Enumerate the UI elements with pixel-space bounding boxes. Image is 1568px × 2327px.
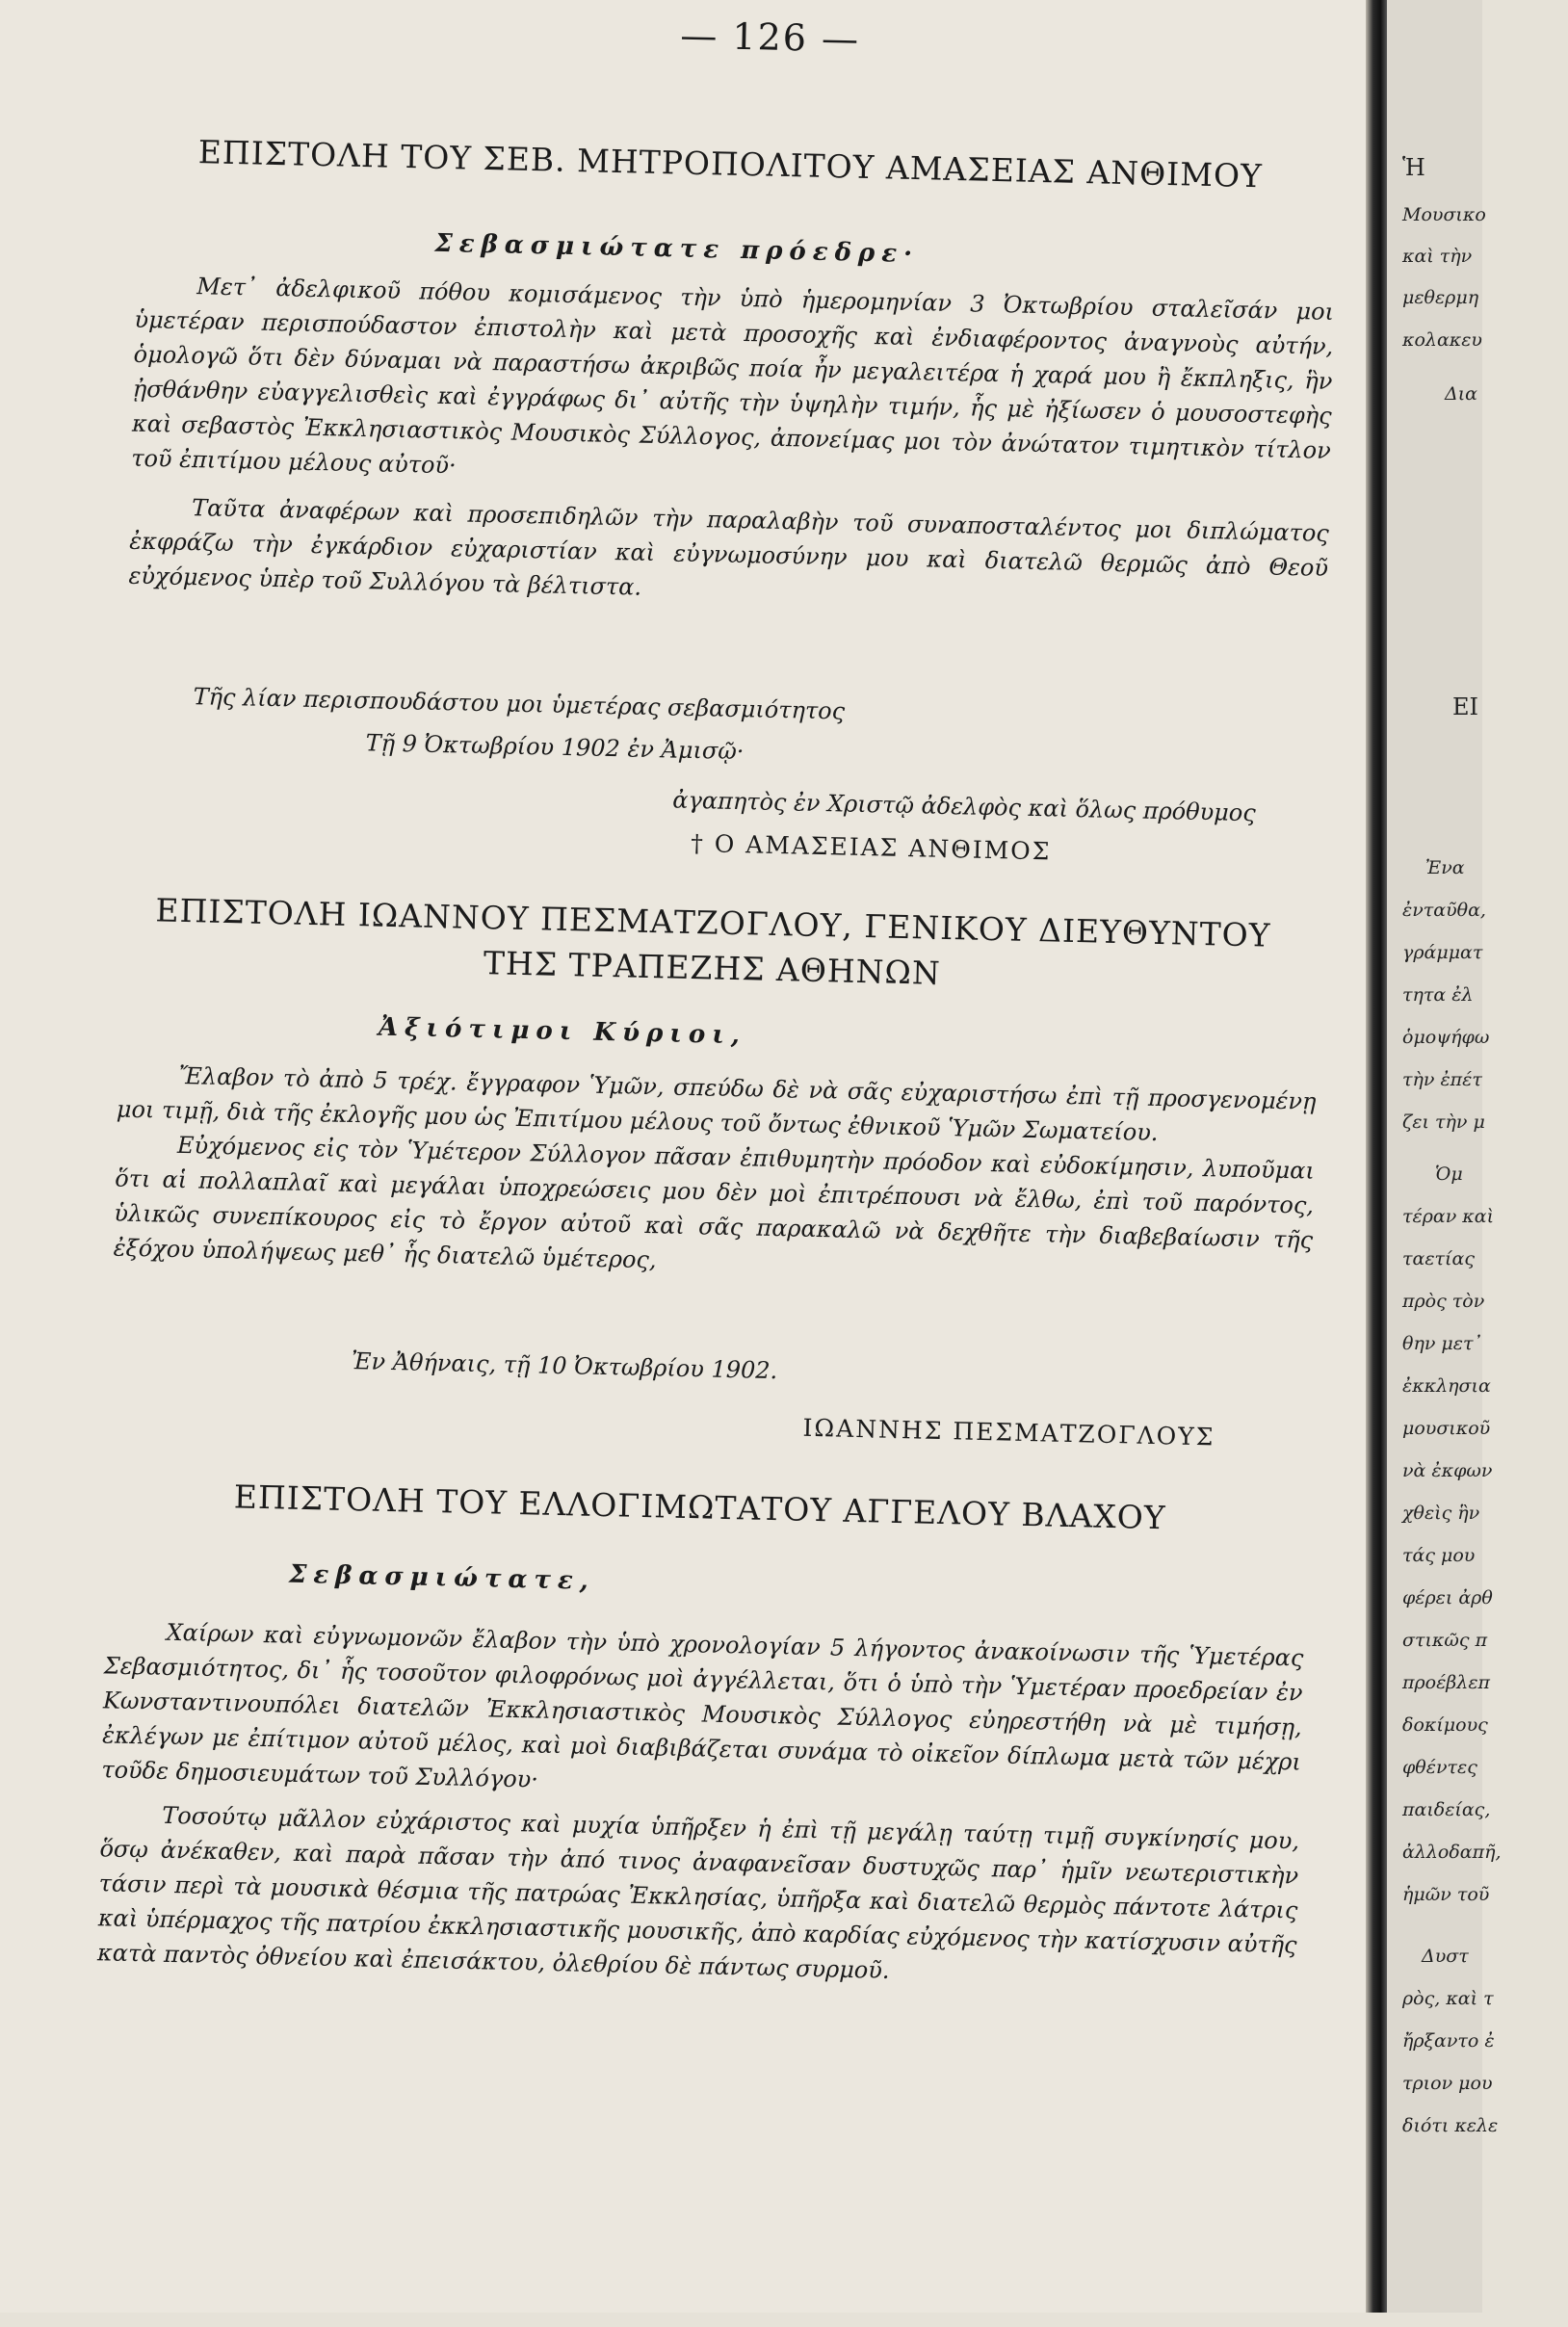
facing-page-fragment: Ὁμ bbox=[1435, 1164, 1463, 1185]
facing-page-fragment: πρὸς τὸν bbox=[1402, 1291, 1485, 1312]
letter3-salutation: Σεβασμιώτατε, bbox=[288, 1559, 596, 1596]
facing-page-fragment: ΕΙ bbox=[1452, 693, 1478, 720]
letter1-paragraph-2: Ταῦτα ἀναφέρων καὶ προσεπιδηλῶν τὴν παραλαβὴν τοῦ συναποσταλέντος μοι διπλώματος ἐκφράζω τὴν ἐγκάρδιον εὐχαριστίαν καὶ εὐγνωμοσύνην μου καὶ διατελῶ θερμῶς ἀπὸ Θεοῦ εὐχόμενος ὑπὲρ τοῦ Συλλόγου τὰ βέλτιστα. bbox=[128, 494, 1330, 601]
letter2-salutation: Ἀξιότιμοι Κύριοι, bbox=[378, 1012, 747, 1051]
facing-page-fragment: καὶ τὴν bbox=[1402, 246, 1473, 267]
letter3-body bbox=[97, 1613, 1304, 1997]
book-gutter bbox=[1366, 0, 1387, 2313]
facing-page-fragment: ἡμῶν τοῦ bbox=[1402, 1884, 1490, 1905]
letter1-heading: ΕΠΙΣΤΟΛΗ ΤΟΥ ΣΕΒ. ΜΗΤΡΟΠΟΛΙΤΟΥ ΑΜΑΣΕΙΑΣ ΑΝΘΙΜΟΥ bbox=[197, 133, 1264, 196]
letter2-signature: ΙΩΑΝΝΗΣ ΠΕΣΜΑΤΖΟΓΛΟΥΣ bbox=[802, 1413, 1215, 1451]
facing-page-fragment: κολακευ bbox=[1402, 329, 1482, 351]
page-number: — 126 — bbox=[679, 13, 861, 61]
letter3-paragraph-2: Τοσούτῳ μᾶλλον εὐχάριστος καὶ μυχία ὑπῆρξεν ἡ ἐπὶ τῇ μεγάλῃ ταύτῃ τιμῇ συγκίνησίς μου, ὅσῳ ἀνέκαθεν, καὶ παρὰ πᾶσαν τὴν ἀπό τινος ἀναφανεῖσαν δυστυχῶς παρ᾽ ἡμῖν νεωτεριστικὴν τάσιν περὶ τὰ μουσικὰ θέσμια τῆς πατρώας Ἐκκλησίας, ὑπῆρξα καὶ διατελῶ θερμὸς πάντοτε λάτρις καὶ ὑπέρμαχος τῆς πατρίου ἐκκλησιαστικῆς μουσικῆς, ἀπὸ καρδίας εὐχόμενος τὴν κατίσχυσιν αὐτῆς κατὰ παντὸς ὀθνείου καὶ ἐπεισάκτου, ὀλεθρίου δὲ πάντως συρμοῦ. bbox=[96, 1801, 1300, 1984]
letter2-paragraph-1: Ἔλαβον τὸ ἀπὸ 5 τρέχ. ἔγγραφον Ὑμῶν, σπεύδω δὲ νὰ σᾶς εὐχαριστήσω ἐπὶ τῇ προσγενομένῃ μοι τιμῇ, διὰ τῆς ἐκλογῆς μου ὡς Ἐπιτίμου μέλους τοῦ ὄντως ἐθνικοῦ Ὑμῶν Σωματείου. bbox=[116, 1061, 1317, 1147]
letter1-salutation: Σεβασμιώτατε πρόεδρε· bbox=[434, 228, 920, 270]
page-content bbox=[70, 0, 1403, 2327]
facing-page-fragment: ἤρξαντο ἐ bbox=[1402, 2030, 1495, 2052]
facing-page-fragment: δοκίμους bbox=[1402, 1714, 1488, 1736]
letter2-heading-line-1: ΕΠΙΣΤΟΛΗ ΙΩΑΝΝΟΥ ΠΕΣΜΑΤΖΟΓΛΟΥ, ΓΕΝΙΚΟΥ ΔΙΕΥΘΥΝΤΟΥ bbox=[155, 891, 1271, 954]
facing-page-fragment: προέβλεπ bbox=[1402, 1672, 1491, 1693]
facing-page-fragment: ὁμοψήφω bbox=[1402, 1027, 1490, 1048]
letter2-paragraph-2: Εὐχόμενος εἰς τὸν Ὑμέτερον Σύλλογον πᾶσαν ἐπιθυμητὴν πρόοδον καὶ εὐδοκίμησιν, λυποῦμαι ὅτι αἱ πολλαπλαῖ καὶ μεγάλαι ὑποχρεώσεις μου δὲν μοὶ ἐπιτρέπουσι νὰ ἔλθω, ἐπὶ τοῦ παρόντος, ὑλικῶς συνεπίκουρος εἰς τὸ ἔργον αὐτοῦ καὶ σᾶς παρακαλῶ νὰ δεχθῆτε τὴν διαβεβαίωσιν τῆς ἐξόχου ὑπολήψεως μεθ᾽ ἧς διατελῶ ὑμέτερος, bbox=[113, 1131, 1316, 1274]
letter1-closing-2: ἀγαπητὸς ἐν Χριστῷ ἀδελφὸς καὶ ὅλως πρόθυμος bbox=[672, 786, 1257, 827]
facing-page-fragment: τὴν ἐπέτ bbox=[1402, 1069, 1482, 1090]
letter3-paragraph-1: Χαίρων καὶ εὐγνωμονῶν ἔλαβον τὴν ὑπὸ χρονολογίαν 5 λήγοντος ἀνακοίνωσιν τῆς Ὑμετέρας Σεβασμιότητος, δι᾽ ἧς τοσοῦτον φιλοφρόνως μοὶ ἀγγέλλεται, ὅτι ὁ ὑπὸ τὴν Ὑμετέραν προεδρείαν ἐν Κωνσταντινουπόλει διατελῶν Ἐκκλησιαστικὸς Μουσικὸς Σύλλογος εὐηρεστήθη νὰ μὲ τιμήσῃ, ἐκλέγων με ἐπίτιμον αὐτοῦ μέλος, καὶ μοὶ διαβιβάζεται συνάμα τὸ οἰκεῖον δίπλωμα μετὰ τῶν μέχρι τοῦδε δημοσιευμάτων τοῦ Συλλόγου· bbox=[101, 1618, 1304, 1793]
facing-page-fragment: παιδείας, bbox=[1402, 1799, 1491, 1820]
facing-page-fragment: μουσικοῦ bbox=[1402, 1418, 1491, 1439]
facing-page-edge bbox=[1387, 0, 1502, 2313]
facing-page-fragment: γράμματ bbox=[1402, 942, 1483, 963]
letter2-body bbox=[113, 1058, 1317, 1293]
facing-page-fragment: Μουσικο bbox=[1402, 204, 1486, 225]
letter1-date: Τῇ 9 Ὀκτωβρίου 1902 ἐν Ἀμισῷ· bbox=[365, 729, 745, 766]
facing-page-fragment: ἐκκλησια bbox=[1402, 1375, 1491, 1397]
facing-page-fragment: τητα ἐλ bbox=[1402, 984, 1474, 1006]
letter2-heading-line-2: ΤΗΣ ΤΡΑΠΕΖΗΣ ΑΘΗΝΩΝ bbox=[483, 944, 942, 992]
letter1-body bbox=[128, 268, 1334, 620]
letter1-signature: † Ο ΑΜΑΣΕΙΑΣ ΑΝΘΙΜΟΣ bbox=[691, 828, 1052, 866]
letter1-closing: Τῆς λίαν περισπουδάστου μοι ὑμετέρας σεβασμιότητος bbox=[193, 683, 846, 725]
facing-page-fragment: τριον μου bbox=[1402, 2073, 1493, 2094]
letter2-date: Ἐν Ἀθήναις, τῇ 10 Ὀκτωβρίου 1902. bbox=[351, 1347, 778, 1385]
facing-page-fragment: νὰ ἐκφων bbox=[1402, 1460, 1493, 1481]
facing-page-fragment: χθεὶς ἣν bbox=[1402, 1503, 1480, 1524]
facing-page-fragment: τέραν καὶ bbox=[1402, 1206, 1495, 1227]
facing-page-fragment: ρὸς, καὶ τ bbox=[1402, 1988, 1494, 2009]
letter1-paragraph-1: Μετ᾽ ἀδελφικοῦ πόθου κομισάμενος τὴν ὑπὸ ἡμερομηνίαν 3 Ὀκτωβρίου σταλεῖσάν μοι ὑμετέραν περισπούδαστον ἐπιστολὴν καὶ μετὰ προσοχῆς καὶ ἐνδιαφέροντος ἀναγνοὺς αὐτήν, ὁμολογῶ ὅτι δὲν δύναμαι νὰ παραστήσω ἀκριβῶς ποία ἦν μεγαλειτέρα ἡ χαρά μου ἢ ἔκπληξις, ἣν ᾐσθάνθην εὐαγγελισθεὶς καὶ ἐγγράφως δι᾽ αὐτῆς τὴν ὑψηλὴν τιμήν, ἧς μὲ ἠξίωσεν ὁ μουσοστεφὴς καὶ σεβαστὸς Ἐκκλησιαστικὸς Μουσικὸς Σύλλογος, ἀπονείμας μοι τὸν ἀνώτατον τιμητικὸν τίτλον τοῦ ἐπιτίμου μέλους αὐτοῦ· bbox=[130, 273, 1335, 480]
facing-page-fragment: διότι κελε bbox=[1402, 2115, 1499, 2136]
facing-page-fragment: στικῶς π bbox=[1402, 1630, 1488, 1651]
facing-page-fragment: ἐνταῦθα, bbox=[1402, 900, 1486, 921]
facing-page-fragment: ζει τὴν μ bbox=[1402, 1111, 1485, 1133]
facing-page-fragment: Δια bbox=[1445, 383, 1478, 405]
facing-page-fragment: φθέντες bbox=[1402, 1757, 1477, 1778]
facing-page-fragment: θην μετ᾽ bbox=[1402, 1333, 1482, 1354]
facing-page-fragment: Ἡ bbox=[1402, 154, 1425, 181]
facing-page-fragment: Ἐνα bbox=[1425, 857, 1465, 878]
letter3-heading: ΕΠΙΣΤΟΛΗ ΤΟΥ ΕΛΛΟΓΙΜΩΤΑΤΟΥ ΑΓΓΕΛΟΥ ΒΛΑΧΟΥ bbox=[233, 1477, 1167, 1537]
facing-page-fragment: ἀλλοδαπῆ, bbox=[1402, 1842, 1502, 1863]
facing-page-fragment: Δυστ bbox=[1422, 1946, 1469, 1967]
facing-page-fragment: μεθερμη bbox=[1402, 287, 1479, 308]
facing-page-fragment: ταετίας bbox=[1402, 1248, 1475, 1269]
facing-page-fragment: φέρει ἀρθ bbox=[1402, 1587, 1493, 1608]
facing-page-fragment: τάς μου bbox=[1402, 1545, 1476, 1566]
